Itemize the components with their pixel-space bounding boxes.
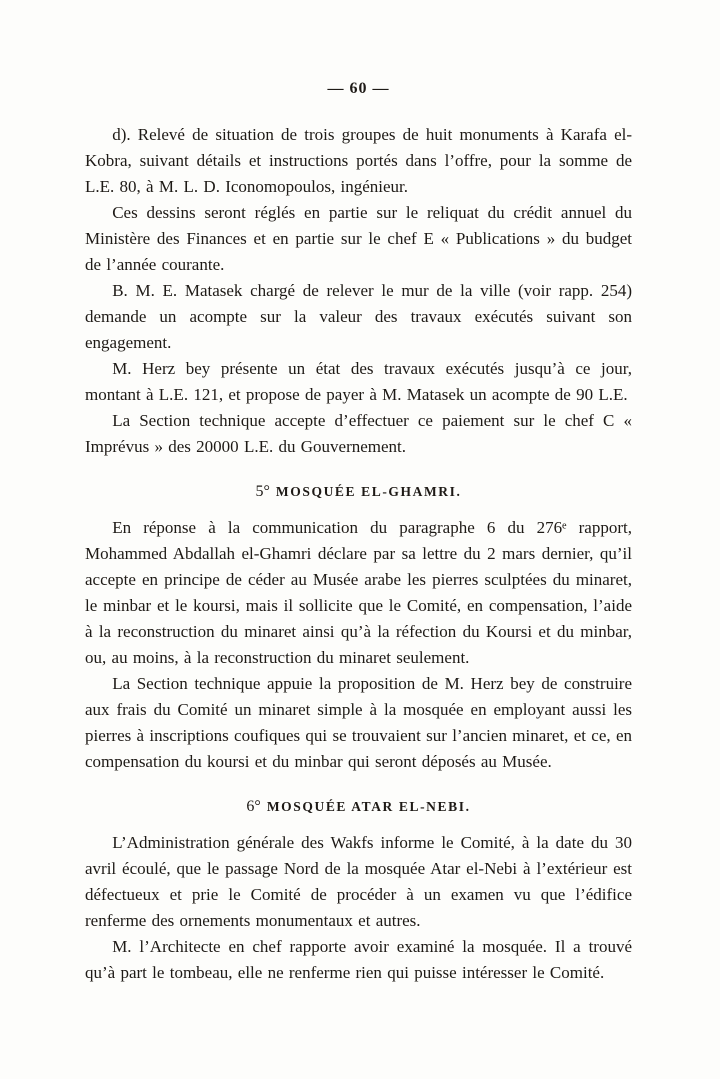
section-heading-mosquee-atar-el-nebi (85, 793, 632, 818)
paragraph-section-technique-paiement: La Section technique accepte d’effectuer ce paiement sur le chef C « Imprévus » des 20000 L.E. du Gouvernement. (85, 411, 632, 456)
paragraph-matasek-acompte: B. M. E. Matasek chargé de relever le mur de la ville (voir rapp. 254) demande un acompte sur la valeur des travaux exécutés suivant son engagement. (85, 281, 632, 352)
section-number: 6° (246, 798, 261, 815)
page-number: — 60 — (327, 80, 390, 97)
section-number: 5° (255, 483, 270, 500)
section-heading-mosquee-el-ghamri (85, 478, 632, 503)
paragraph-administration-wakfs: L’Administration générale des Wakfs informe le Comité, à la date du 30 avril écoulé, que le passage Nord de la mosquée Atar el-Nebi à l’extérieur est défectueux et prie le Comité de procéder à un examen vu que l’édifice renferme des ornements monumentaux et autres. (85, 833, 632, 930)
paragraph-herz-bey-etat: M. Herz bey présente un état des travaux exécutés jusqu’à ce jour, montant à L.E. 121, et propose de payer à M. Matasek un acompte de 90 L.E. (85, 359, 632, 404)
paragraph-section-technique-minaret: La Section technique appuie la proposition de M. Herz bey de construire aux frais du Comité un minaret simple à la mosquée en employant aussi les pierres à inscriptions coufiques qui se trouvaient sur l’ancien minaret, et ce, en compensation du koursi et du minbar qui seront déposés au Musée. (85, 674, 632, 771)
section-title: MOSQUÉE ATAR EL-NEBI. (266, 799, 471, 814)
section-title: MOSQUÉE EL-GHAMRI. (275, 484, 462, 499)
paragraph-ces-dessins: Ces dessins seront réglés en partie sur le reliquat du crédit annuel du Ministère des Finances et en partie sur le chef E « Publications » du budget de l’année courante. (85, 203, 632, 274)
paragraph-architecte-en-chef: M. l’Architecte en chef rapporte avoir examiné la mosquée. Il a trouvé qu’à part le tombeau, elle ne renferme rien qui puisse intéresser le Comité. (85, 937, 632, 982)
paragraph-reponse-communication: En réponse à la communication du paragraphe 6 du 276ᵉ rapport, Mohammed Abdallah el-Ghamri déclare par sa lettre du 2 mars dernier, qu’il accepte en principe de céder au Musée arabe les pierres sculptées du minaret, le minbar et le koursi, mais il sollicite que le Comité, en compensation, l’aide à la reconstruction du minaret ainsi qu’à la réfection du Koursi et du minbar, ou, au moins, à la reconstruction du minaret seulement. (85, 518, 632, 667)
paragraph-releve-situation: d). Relevé de situation de trois groupes de huit monuments à Karafa el-Kobra, suivant détails et instructions portés dans l’offre, pour la somme de L.E. 80, à M. L. D. Iconomopoulos, ingénieur. (85, 125, 632, 196)
